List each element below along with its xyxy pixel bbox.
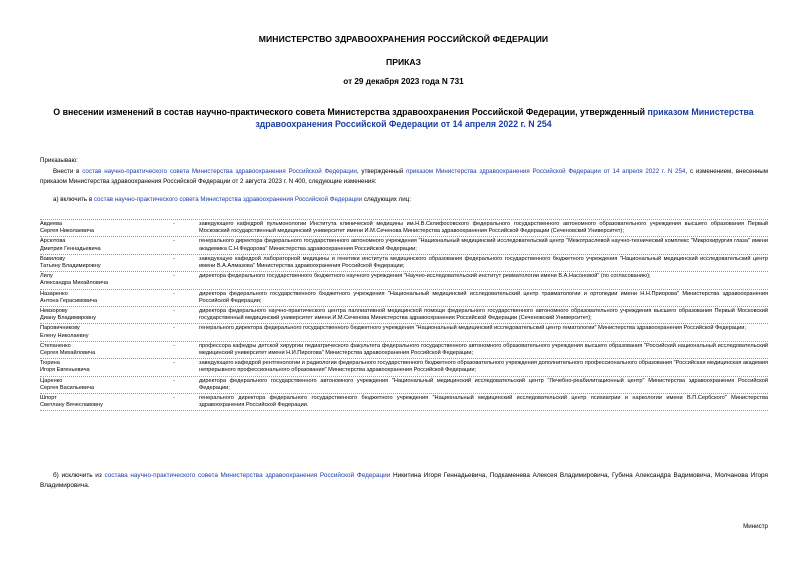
member-dash: -: [173, 308, 175, 315]
member-given-names: Елену Николаевну: [40, 332, 89, 339]
member-position: директора федерального государственного бюджетного научного учреждения "Научно-исследовательский институт ревматологии имени В.А.Насоновой" (по согласованию);: [199, 273, 651, 280]
member-given-names: Сергея Николаевича: [40, 228, 95, 235]
member-dash: -: [173, 325, 175, 332]
title-order-link[interactable]: приказом Министерства здравоохранения Российской Федерации от 14 апреля 2022 г. N 254: [255, 107, 754, 129]
member-position: генерального директора федерального государственного бюджетного учреждения "Национальный медицинский исследовательский центр гематологии" Министерства здравоохранения Российской Федерации;: [199, 325, 746, 332]
member-surname: Арсютова: [40, 238, 66, 245]
member-given-names: Татьяну Владимировну: [40, 263, 101, 270]
order-heading: ПРИКАЗ: [386, 57, 421, 67]
member-position: заведующую кафедрой лабораторной медицины и генетики института медицинского образования федерального государственного бюджетного учреждения "Национальный медицинский исследовательский центр имени В.А.Алмазова" Министерства здравоохранения Российской Федерации;: [199, 255, 768, 270]
member-dash: -: [173, 360, 175, 367]
member-row: [40, 394, 768, 411]
member-position: заведующего кафедрой пульмонологии Института клинической медицины им.Н.В.Склифосовского федерального государственного автономного образовательного учреждения высшего образования Первый Московский государственный медицинский университет имени И.М.Сеченова Министерства здравоохранения Российской Федерации (Сеченовский Университет);: [199, 221, 768, 235]
member-given-names: Дмитрия Геннадьевича: [40, 245, 101, 252]
member-name: [40, 324, 173, 340]
ministry-heading: МИНИСТЕРСТВО ЗДРАВООХРАНЕНИЯ РОССИЙСКОЙ ФЕДЕРАЦИИ: [258, 34, 549, 44]
member-name: [40, 272, 173, 288]
member-row: [40, 255, 768, 272]
member-surname: Невзорову: [40, 308, 68, 315]
member-name: [40, 290, 173, 306]
member-position: директора федерального научно-практического центра паллиативной медицинской помощи федерального государственного автономного образовательного учреждения высшего образования Первый Московский государственный медицинский университет имени И.М.Сеченова Министерства здравоохранения Российской Федерации (Сеченовский Университет);: [199, 308, 768, 322]
member-given-names: Диану Владимировну: [40, 315, 97, 322]
member-row: [40, 290, 768, 307]
member-dash: -: [173, 221, 175, 227]
member-name: [40, 394, 173, 410]
pb-text-b: Никитина Игоря Геннадьевича, Подкаменева Алексея Владимировича, Губина Александра Вадимовича, Молчанова Игоря Владимировича.: [40, 472, 769, 489]
member-position: профессора кафедры детской хирургии педиатрического факультета федерального государственного автономного образовательного учреждения высшего образования "Российский национальный исследовательский медицинский университет имени Н.И.Пирогова" Министерства здравоохранения Российской Федерации;: [199, 342, 768, 357]
member-given-names: Антона Герасимовича: [40, 297, 98, 304]
member-row: [40, 324, 768, 341]
member-row: [40, 220, 768, 237]
member-surname: Царенко: [40, 377, 63, 384]
title-text: О внесении изменений в состав научно-практического совета Министерства здравоохранения Российской Федерации, утвержденный: [53, 107, 648, 117]
member-name: [40, 255, 173, 271]
member-surname: Шпорт: [40, 395, 57, 402]
paragraph-main: [40, 167, 768, 186]
member-row: [40, 272, 768, 289]
member-given-names: Александра Михайловича: [40, 280, 108, 287]
member-row: [40, 377, 768, 394]
member-given-names: Игоря Евгеньевича: [40, 367, 90, 374]
member-given-names: Сергея Васильевича: [40, 384, 95, 391]
member-position: директора федерального государственного бюджетного учреждения "Национальный медицинский исследовательский центр травматологии и ортопедии имени Н.Н.Приорова" Министерства здравоохранения Российской Федерации;: [199, 290, 768, 304]
pa-text-b: следующих лиц:: [362, 196, 411, 203]
pa-council-link[interactable]: состав научно-практического совета Министерства здравоохранения Российской Федерации: [93, 196, 363, 203]
pb-text-a: б) исключить из: [53, 472, 105, 479]
member-row: [40, 307, 768, 324]
member-dash: -: [173, 377, 175, 384]
member-surname: Тюрина: [40, 360, 60, 367]
order-254-link[interactable]: приказом Министерства здравоохранения Российской Федерации от 14 апреля 2022 г. N 254: [406, 168, 686, 175]
member-position: директора федерального государственного автономного учреждения "Национальный медицинский исследовательский центр "Лечебно-реабилитационный центр" Министерства здравоохранения Российской Федерации;: [199, 377, 768, 391]
member-position: заведующего кафедрой рентгенологии и радиологии федерального государственного бюджетного образовательного учреждения дополнительного профессионального образования "Российская медицинская академия непрерывного профессионального образования" Министерства здравоохранения Российской Федерации;: [199, 360, 768, 374]
member-row: [40, 237, 768, 254]
intro-text: Приказываю:: [40, 157, 78, 164]
order-date: от 29 декабря 2023 года N 731: [343, 77, 464, 86]
member-given-names: Светлану Вячеславовну: [40, 402, 103, 409]
member-dash: -: [173, 395, 175, 402]
member-given-names: Сергея Михайловича: [40, 350, 96, 357]
member-name: [40, 359, 173, 375]
paragraph-a: [53, 196, 411, 203]
member-name: [40, 237, 173, 253]
document-title: [40, 107, 767, 130]
pb-council-link[interactable]: состава научно-практического совета Министерства здравоохранения Российской Федерации: [104, 472, 391, 479]
paragraph-b: [40, 471, 768, 491]
p1-text-c: , с изменением, внесенным приказом Министерства здравоохранения Российской Федерации от 2 августа 2023 г. N 400, следующие изменения:: [40, 168, 768, 185]
signature-role: Министр: [743, 523, 768, 530]
member-name: [40, 377, 173, 393]
member-surname: Авдеева: [40, 221, 63, 227]
member-dash: -: [173, 273, 175, 280]
member-name: [40, 342, 173, 358]
member-dash: -: [173, 238, 175, 245]
pa-text-a: а) включить в: [53, 196, 94, 203]
member-surname: Вавилову: [40, 255, 66, 262]
member-name: [40, 220, 173, 236]
council-composition-link[interactable]: состав научно-практического совета Министерства здравоохранения Российской Федерации: [82, 168, 357, 175]
member-position: генерального директора федерального государственного автономного учреждения "Национальный медицинский исследовательский центр "Межотраслевой научно-технический комплекс "Микрохирургия глаза" имени академика С.Н.Федорова" Министерства здравоохранения Российской Федерации;: [199, 238, 768, 252]
member-dash: -: [173, 342, 175, 349]
p1-text-b: , утвержденный: [356, 168, 407, 175]
member-surname: Назаренко: [40, 290, 68, 297]
member-surname: Лилу: [40, 273, 53, 280]
member-name: [40, 307, 173, 323]
member-row: [40, 342, 768, 359]
p1-text-a: Внести в: [53, 168, 83, 175]
member-dash: -: [173, 255, 175, 262]
member-position: генерального директора федерального государственного бюджетного учреждения "Национальный медицинский исследовательский центр психиатрии и наркологии имени В.П.Сербского" Министерства здравоохранения Российской Федерации.: [199, 395, 768, 409]
member-dash: -: [173, 290, 175, 297]
members-table: [40, 219, 768, 411]
member-surname: Степаненко: [40, 342, 71, 349]
member-row: [40, 359, 768, 376]
member-surname: Паровичникову: [40, 325, 80, 332]
